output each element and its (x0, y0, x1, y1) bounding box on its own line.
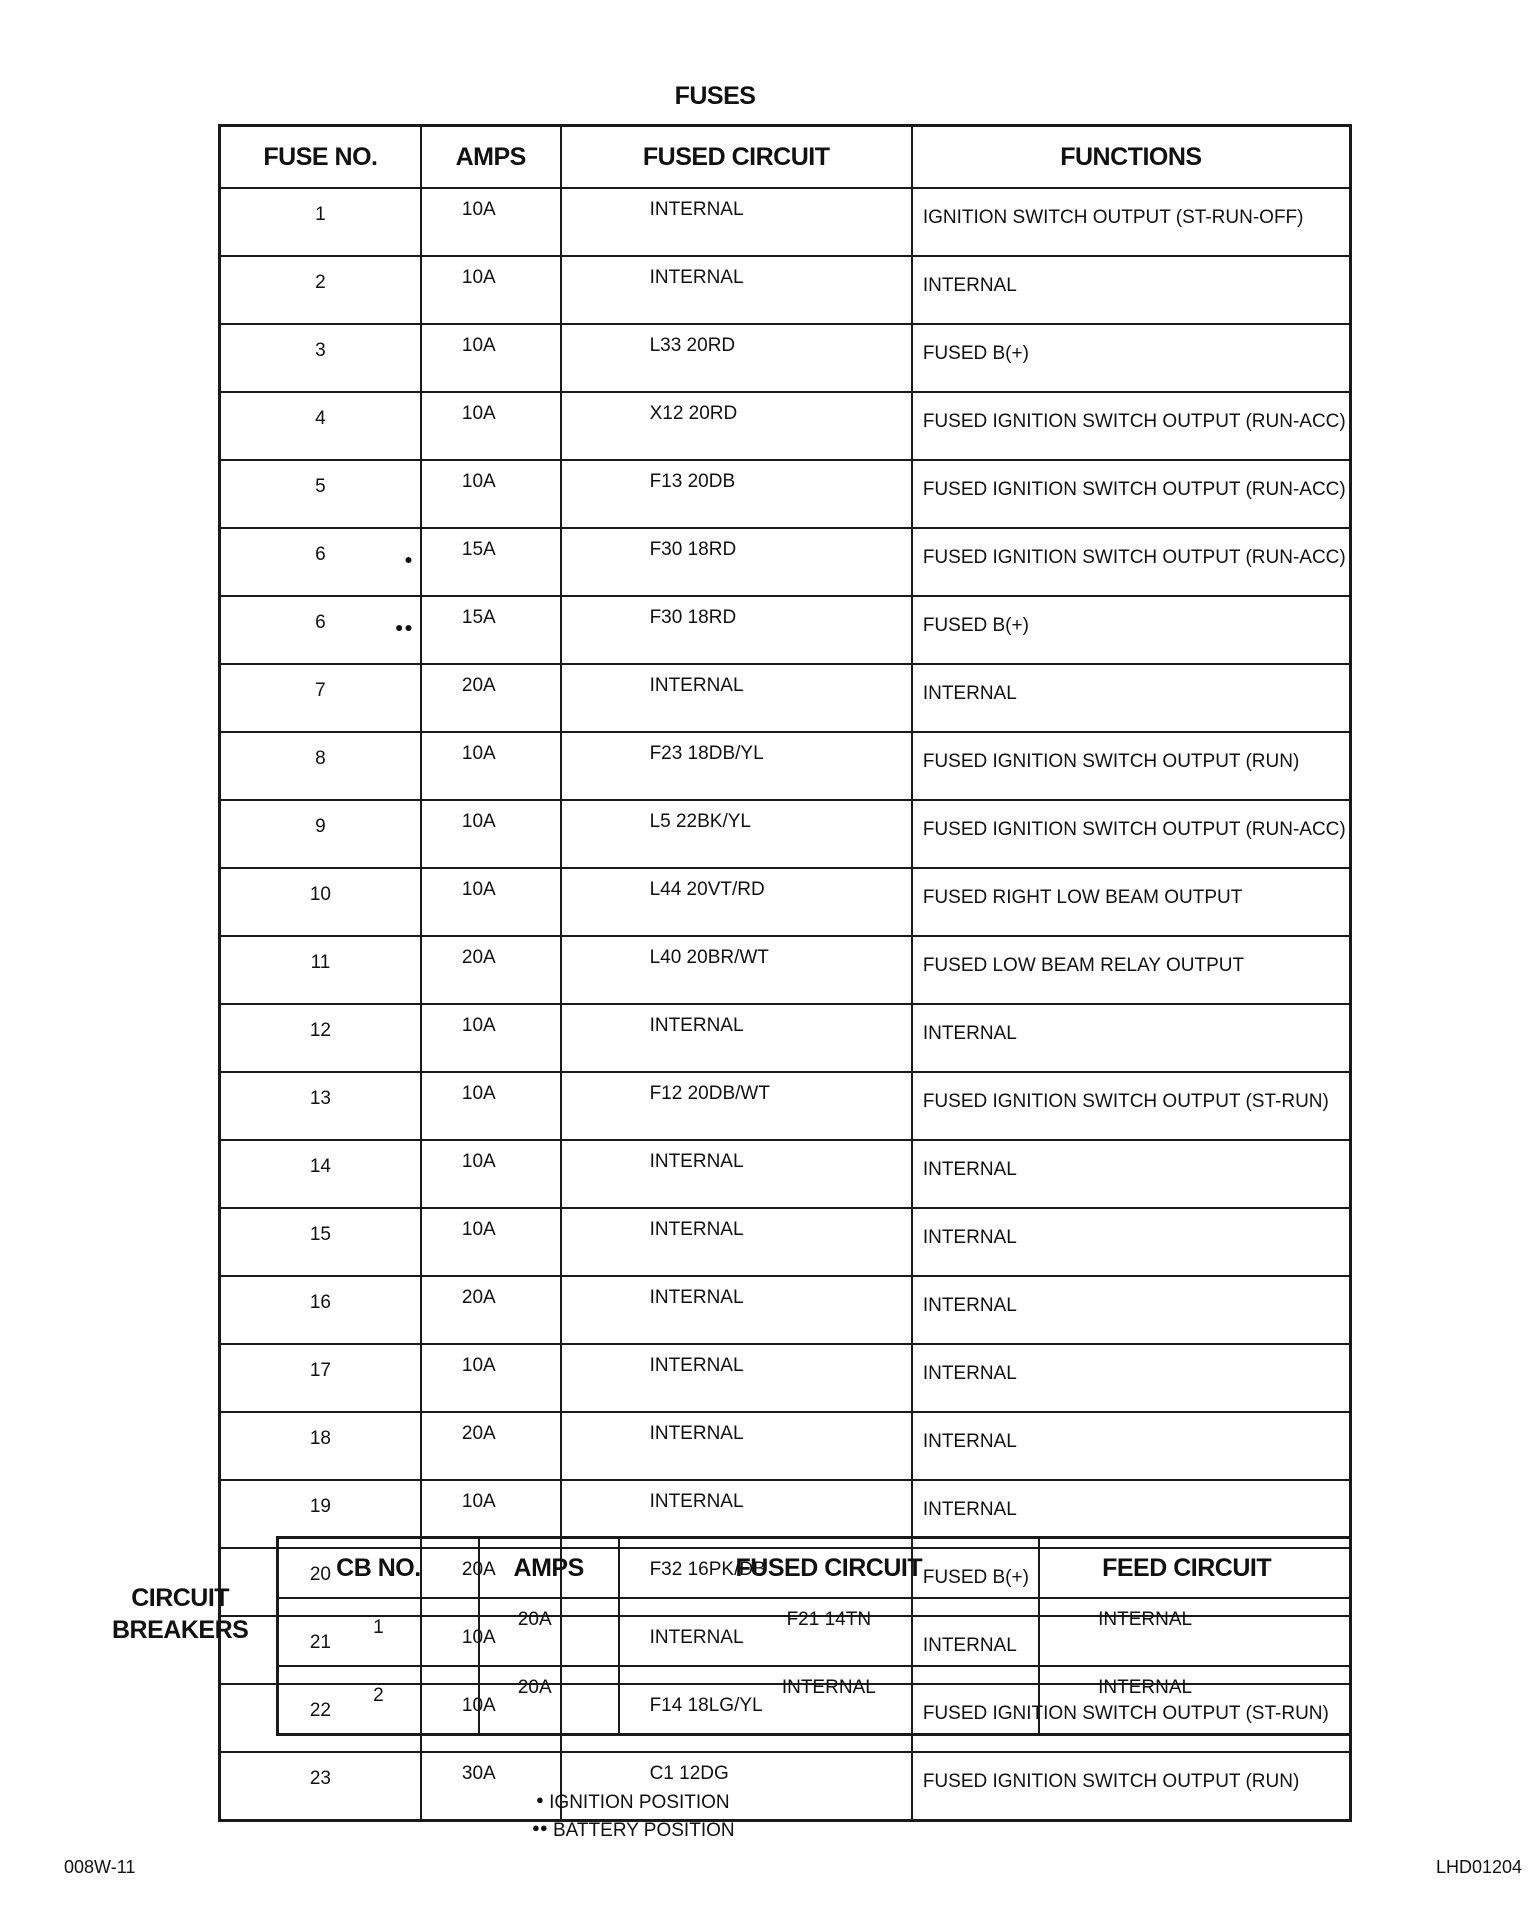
fuse-function-text: FUSED B(+) (922, 1567, 1029, 1588)
fuse-function (912, 1412, 1351, 1480)
fuse-circuit (561, 664, 912, 732)
fuses-title: FUSES (674, 82, 756, 110)
fuse-amps (421, 936, 561, 1004)
fuse-amps-text: 10A (461, 1151, 496, 1172)
fuse-amps-text: 20A (461, 1287, 496, 1308)
fuse-row (220, 1344, 1351, 1412)
fuse-circuit (561, 324, 912, 392)
fuse-function (912, 392, 1351, 460)
fuse-no-text: 19 (309, 1496, 331, 1517)
fuse-circuit-text: INTERNAL (649, 1287, 744, 1308)
fuse-row (220, 732, 1351, 800)
fuse-function-text: FUSED IGNITION SWITCH OUTPUT (RUN-ACC) (922, 547, 1346, 568)
fuse-function (912, 1072, 1351, 1140)
fuse-row (220, 1208, 1351, 1276)
cb-amps: 20A (479, 1666, 619, 1735)
fuse-function-text: FUSED RIGHT LOW BEAM OUTPUT (922, 887, 1243, 908)
fuse-amps (421, 324, 561, 392)
fuse-no (220, 596, 421, 664)
fuse-no-text: 14 (309, 1156, 331, 1177)
header-cb-no: CB NO. (278, 1538, 479, 1599)
fuse-amps (421, 664, 561, 732)
fuse-row (220, 936, 1351, 1004)
fuse-no-text: 5 (315, 476, 326, 497)
fuse-no (220, 1004, 421, 1072)
fuse-circuit (561, 256, 912, 324)
fuse-no (220, 936, 421, 1004)
position-marker-icon: ●● (394, 619, 414, 635)
fuse-circuit-text: L5 22BK/YL (649, 811, 751, 832)
legend-ignition-label: IGNITION POSITION (549, 1792, 730, 1813)
fuse-amps-text: 10A (461, 1695, 496, 1716)
fuse-no (220, 1412, 421, 1480)
fuse-no (220, 1752, 421, 1821)
fuse-function-text: INTERNAL (922, 275, 1017, 296)
fuse-amps-text: 10A (461, 1083, 496, 1104)
fuse-function (912, 528, 1351, 596)
fuse-function-text: FUSED IGNITION SWITCH OUTPUT (RUN) (922, 751, 1300, 772)
fuse-no-text: 1 (315, 204, 326, 225)
header-cb-fused-circuit: FUSED CIRCUIT (619, 1538, 1040, 1599)
fuse-amps (421, 1072, 561, 1140)
fuse-amps (421, 1412, 561, 1480)
fuse-function (912, 1004, 1351, 1072)
header-cb-amps: AMPS (479, 1538, 619, 1599)
fuse-amps (421, 392, 561, 460)
fuse-no (220, 256, 421, 324)
fuse-amps-text: 10A (461, 1491, 496, 1512)
fuse-amps (421, 528, 561, 596)
fuse-amps (421, 1140, 561, 1208)
fuse-amps (421, 868, 561, 936)
fuse-function-text: INTERNAL (922, 683, 1017, 704)
fuse-circuit-text: INTERNAL (649, 1491, 744, 1512)
cb-row (278, 1666, 1351, 1735)
fuse-no-text: 4 (315, 408, 326, 429)
fuse-circuit-text: F12 20DB/WT (649, 1083, 770, 1104)
fuse-row (220, 324, 1351, 392)
fuse-no-text: 2 (315, 272, 326, 293)
fuse-row (220, 460, 1351, 528)
fuse-function (912, 800, 1351, 868)
legend-battery (532, 1820, 735, 1842)
fuse-function (912, 596, 1351, 664)
fuse-no-text: 15 (309, 1224, 331, 1245)
footer-right-code: LHD01204 (1435, 1857, 1522, 1877)
fuse-no (220, 324, 421, 392)
fuse-amps-text: 10A (461, 743, 496, 764)
fuse-function-text: INTERNAL (922, 1295, 1017, 1316)
fuse-no-text: 10 (309, 884, 331, 905)
fuse-function (912, 1344, 1351, 1412)
fuse-no-text: 18 (309, 1428, 331, 1449)
fuse-circuit (561, 188, 912, 256)
fuse-function (912, 1140, 1351, 1208)
cb-no: 1 (278, 1598, 479, 1666)
fuse-amps (421, 188, 561, 256)
fuse-amps-text: 20A (461, 947, 496, 968)
header-functions: FUNCTIONS (912, 126, 1351, 189)
fuse-amps-text: 10A (461, 199, 496, 220)
fuse-row (220, 1412, 1351, 1480)
fuse-function-text: INTERNAL (922, 1635, 1017, 1656)
fuse-row (220, 1752, 1351, 1821)
fuse-amps (421, 1276, 561, 1344)
fuse-function-text: FUSED IGNITION SWITCH OUTPUT (RUN-ACC) (922, 411, 1346, 432)
fuse-function-text: FUSED LOW BEAM RELAY OUTPUT (922, 955, 1245, 976)
fuse-amps-text: 10A (461, 1355, 496, 1376)
fuse-circuit (561, 1344, 912, 1412)
fuse-amps-text: 10A (461, 879, 496, 900)
fuse-amps (421, 1344, 561, 1412)
fuse-function-text: INTERNAL (922, 1499, 1017, 1520)
fuse-row (220, 868, 1351, 936)
fuse-function (912, 1752, 1351, 1821)
fuses-header-row (220, 126, 1351, 189)
fuse-circuit-text: F23 18DB/YL (649, 743, 764, 764)
fuse-no (220, 1140, 421, 1208)
fuse-function (912, 868, 1351, 936)
fuse-amps (421, 256, 561, 324)
double-dot-icon: ●● (532, 1820, 548, 1835)
fuse-circuit (561, 868, 912, 936)
cb-label-line2: BREAKERS (112, 1616, 249, 1644)
fuse-circuit (561, 732, 912, 800)
fuse-circuit-text: INTERNAL (649, 1015, 744, 1036)
fuse-circuit-text: F30 18RD (649, 539, 737, 560)
header-cb-feed-circuit: FEED CIRCUIT (1039, 1538, 1350, 1599)
cb-feed: INTERNAL (1039, 1666, 1350, 1735)
fuse-function (912, 1208, 1351, 1276)
fuse-function-text: INTERNAL (922, 1227, 1017, 1248)
fuse-no (220, 868, 421, 936)
fuse-circuit-text: F13 20DB (649, 471, 736, 492)
fuse-function (912, 256, 1351, 324)
fuse-amps-text: 10A (461, 1219, 496, 1240)
fuse-no (220, 188, 421, 256)
fuse-circuit-text: C1 12DG (649, 1763, 729, 1784)
fuse-function-text: FUSED IGNITION SWITCH OUTPUT (RUN) (922, 1771, 1300, 1792)
cb-feed: INTERNAL (1039, 1598, 1350, 1666)
fuse-no-text: 20 (309, 1564, 331, 1585)
fuse-no (220, 1208, 421, 1276)
header-amps: AMPS (421, 126, 561, 189)
fuse-no-text: 6 (315, 612, 326, 633)
fuse-amps (421, 800, 561, 868)
fuse-circuit (561, 460, 912, 528)
fuse-no (220, 664, 421, 732)
fuse-circuit (561, 528, 912, 596)
header-fuse-no: FUSE NO. (220, 126, 421, 189)
legend-ignition (536, 1792, 730, 1814)
fuse-no-text: 13 (309, 1088, 331, 1109)
fuse-no-text: 21 (309, 1632, 331, 1653)
fuse-amps-text: 15A (461, 539, 496, 560)
fuse-function-text: INTERNAL (922, 1363, 1017, 1384)
cb-row (278, 1598, 1351, 1666)
fuse-circuit-text: INTERNAL (649, 1355, 744, 1376)
fuse-function-text: FUSED IGNITION SWITCH OUTPUT (RUN-ACC) (922, 479, 1346, 500)
fuse-row (220, 1276, 1351, 1344)
fuse-row (220, 1004, 1351, 1072)
cb-circuit: F21 14TN (619, 1598, 1040, 1666)
fuse-amps-text: 20A (461, 1559, 496, 1580)
fuse-amps-text: 10A (461, 471, 496, 492)
fuse-circuit (561, 1140, 912, 1208)
fuse-circuit-text: INTERNAL (649, 675, 744, 696)
fuse-function (912, 460, 1351, 528)
fuse-circuit-text: X12 20RD (649, 403, 738, 424)
fuse-function-text: FUSED IGNITION SWITCH OUTPUT (ST-RUN) (922, 1703, 1329, 1724)
fuse-function (912, 732, 1351, 800)
fuse-no (220, 1072, 421, 1140)
fuse-no (220, 460, 421, 528)
fuse-function-text: IGNITION SWITCH OUTPUT (ST-RUN-OFF) (922, 207, 1304, 228)
fuse-no-text: 16 (309, 1292, 331, 1313)
fuse-function-text: FUSED B(+) (922, 343, 1029, 364)
cb-no: 2 (278, 1666, 479, 1735)
fuse-no (220, 800, 421, 868)
fuse-amps (421, 732, 561, 800)
position-marker-icon: ● (404, 551, 414, 567)
fuse-no-text: 6 (315, 544, 326, 565)
fuse-amps-text: 20A (461, 675, 496, 696)
fuse-row (220, 1140, 1351, 1208)
fuse-function-text: FUSED IGNITION SWITCH OUTPUT (RUN-ACC) (922, 819, 1346, 840)
fuse-circuit (561, 800, 912, 868)
fuse-amps (421, 1004, 561, 1072)
fuse-circuit-text: L33 20RD (649, 335, 736, 356)
fuse-amps-text: 10A (461, 403, 496, 424)
cb-label-line1: CIRCUIT (131, 1584, 230, 1612)
fuse-circuit (561, 1208, 912, 1276)
cb-header-row (278, 1538, 1351, 1599)
fuse-no-text: 7 (315, 680, 326, 701)
fuse-row (220, 1072, 1351, 1140)
fuse-function-text: INTERNAL (922, 1431, 1017, 1452)
fuse-amps-text: 10A (461, 1015, 496, 1036)
fuse-circuit-text: INTERNAL (649, 267, 744, 288)
fuse-circuit-text: INTERNAL (649, 1423, 744, 1444)
fuse-circuit (561, 1276, 912, 1344)
fuse-function-text: FUSED B(+) (922, 615, 1029, 636)
fuse-row (220, 528, 1351, 596)
fuse-function (912, 664, 1351, 732)
fuse-circuit (561, 596, 912, 664)
fuse-circuit-text: L44 20VT/RD (649, 879, 765, 900)
fuse-circuit-text: INTERNAL (649, 1151, 744, 1172)
fuse-circuit-text: F32 16PK/DB (649, 1559, 766, 1580)
single-dot-icon: ● (536, 1792, 544, 1807)
fuse-no (220, 392, 421, 460)
fuse-no-text: 17 (309, 1360, 331, 1381)
fuse-no (220, 528, 421, 596)
fuse-function (912, 1276, 1351, 1344)
fuse-no-text: 3 (315, 340, 326, 361)
fuse-circuit-text: F14 18LG/YL (649, 1695, 763, 1716)
fuse-circuit (561, 1004, 912, 1072)
fuse-no-text: 9 (315, 816, 326, 837)
fuse-circuit (561, 1412, 912, 1480)
fuse-circuit-text: INTERNAL (649, 1219, 744, 1240)
legend-battery-label: BATTERY POSITION (553, 1820, 735, 1841)
fuse-amps-text: 10A (461, 267, 496, 288)
fuse-function-text: FUSED IGNITION SWITCH OUTPUT (ST-RUN) (922, 1091, 1329, 1112)
fuse-circuit (561, 936, 912, 1004)
fuse-no-text: 11 (310, 952, 331, 973)
circuit-breakers-table (276, 1536, 1352, 1736)
fuse-circuit (561, 1072, 912, 1140)
fuse-function-text: INTERNAL (922, 1023, 1017, 1044)
fuse-no-text: 8 (315, 748, 326, 769)
fuse-no (220, 1344, 421, 1412)
footer-left-code: 008W-11 (64, 1857, 136, 1877)
fuse-function (912, 188, 1351, 256)
fuse-no-text: 12 (309, 1020, 331, 1041)
fuse-circuit-text: L40 20BR/WT (649, 947, 769, 968)
fuse-amps-text: 10A (461, 335, 496, 356)
fuse-amps-text: 15A (461, 607, 496, 628)
fuse-amps (421, 596, 561, 664)
fuse-amps-text: 10A (461, 811, 496, 832)
fuse-row (220, 596, 1351, 664)
fuse-function (912, 936, 1351, 1004)
fuse-amps-text: 30A (461, 1763, 496, 1784)
cb-amps: 20A (479, 1598, 619, 1666)
fuse-row (220, 664, 1351, 732)
fuse-circuit-text: INTERNAL (649, 199, 744, 220)
fuse-row (220, 256, 1351, 324)
fuse-function (912, 324, 1351, 392)
fuse-row (220, 392, 1351, 460)
fuse-no-text: 22 (309, 1700, 331, 1721)
fuse-circuit (561, 392, 912, 460)
fuse-circuit-text: F30 18RD (649, 607, 737, 628)
fuse-amps-text: 20A (461, 1423, 496, 1444)
fuse-row (220, 800, 1351, 868)
fuse-circuit-text: INTERNAL (649, 1627, 744, 1648)
fuse-no (220, 1276, 421, 1344)
header-fused-circuit: FUSED CIRCUIT (561, 126, 912, 189)
fuse-no (220, 732, 421, 800)
fuse-row (220, 188, 1351, 256)
cb-circuit: INTERNAL (619, 1666, 1040, 1735)
fuse-amps (421, 460, 561, 528)
circuit-breakers-label (112, 1582, 248, 1646)
fuse-amps-text: 10A (461, 1627, 496, 1648)
fuse-no-text: 23 (309, 1768, 331, 1789)
fuse-amps (421, 1208, 561, 1276)
fuse-function-text: INTERNAL (922, 1159, 1017, 1180)
